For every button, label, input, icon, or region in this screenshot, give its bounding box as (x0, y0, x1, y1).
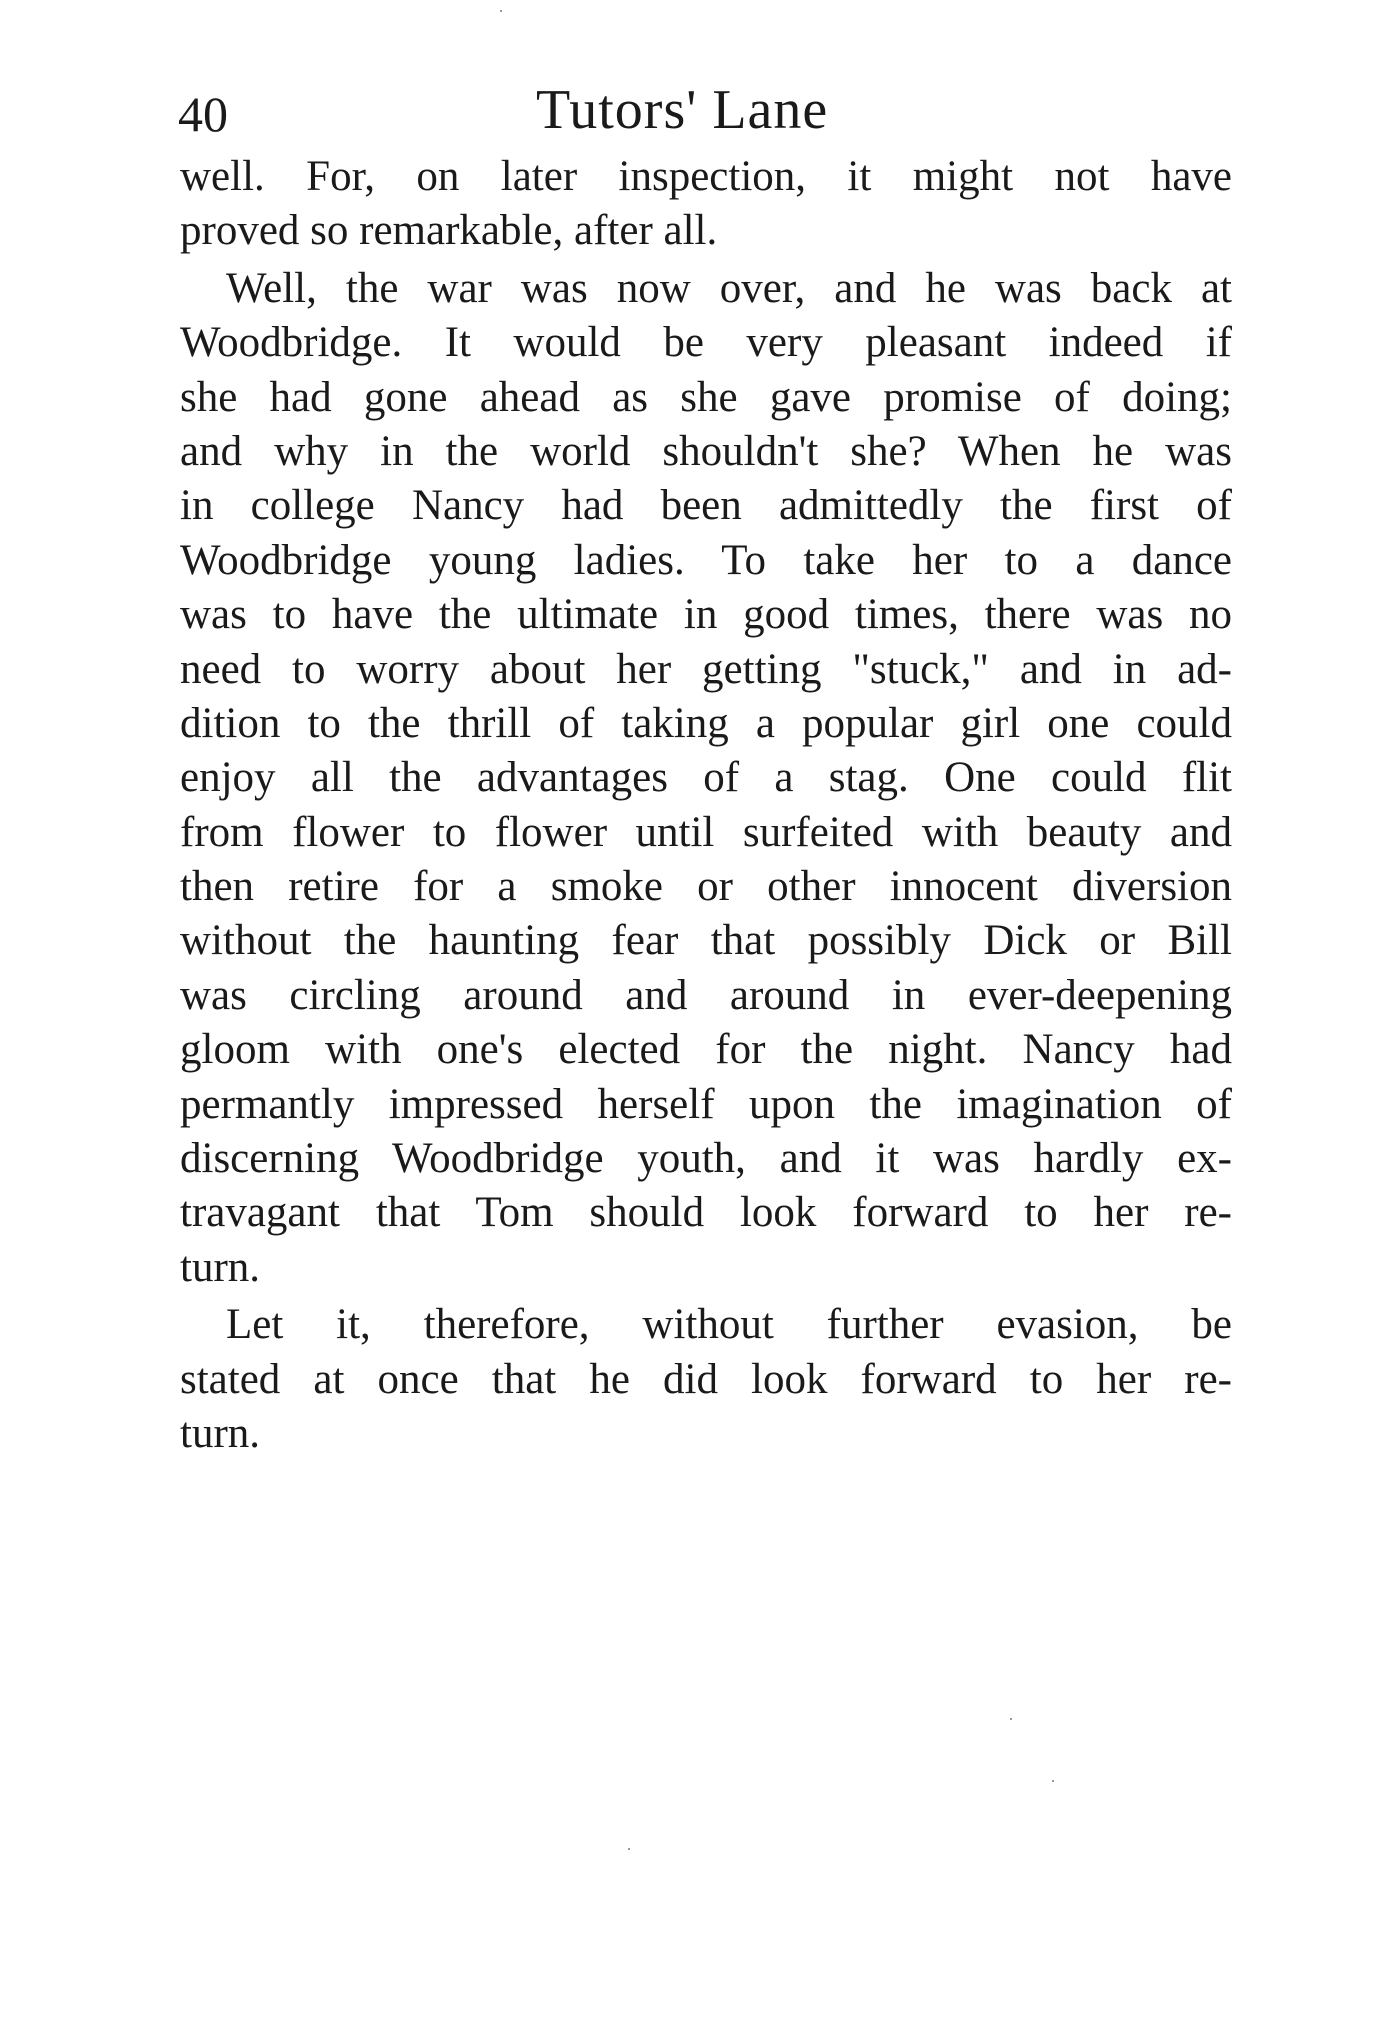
running-title: Tutors' Lane (536, 79, 829, 141)
text-line: and why in the world shouldn't she? When he was (180, 427, 1232, 475)
text-line: then retire for a smoke or other innocent diversion (180, 863, 1232, 911)
scan-speck (628, 1848, 630, 1850)
text-line: from flower to flower until surfeited with beauty and (180, 808, 1232, 856)
text-line: was to have the ultimate in good times, there was no (180, 591, 1232, 639)
text-line: dition to the thrill of taking a popular girl one could (180, 699, 1232, 747)
text-line: Let it, therefore, without further evasion, be (226, 1301, 1232, 1349)
scan-speck (1010, 1718, 1012, 1720)
page-number: 40 (178, 86, 228, 142)
text-line: permantly impressed herself upon the imagination of (180, 1080, 1232, 1128)
running-head (178, 78, 1238, 148)
text-line: gloom with one's elected for the night. Nancy had (180, 1026, 1232, 1074)
text-line: proved so remarkable, after all. (180, 207, 718, 255)
text-line: discerning Woodbridge youth, and it was hardly ex- (180, 1135, 1232, 1183)
body-text (180, 150, 1232, 1461)
text-line: was circling around and around in ever-deepening (180, 971, 1232, 1019)
text-line: Woodbridge young ladies. To take her to a dance (180, 536, 1232, 584)
text-line: Woodbridge. It would be very pleasant indeed if (180, 319, 1232, 367)
text-line: Well, the war was now over, and he was back at (226, 264, 1232, 312)
text-line: without the haunting fear that possibly Dick or Bill (180, 917, 1232, 965)
text-line: well. For, on later inspection, it might not have (180, 153, 1232, 200)
text-line: in college Nancy had been admittedly the first of (180, 482, 1232, 530)
text-line: stated at once that he did look forward to her re- (180, 1355, 1232, 1403)
text-line: she had gone ahead as she gave promise of doing; (180, 373, 1232, 421)
text-line: turn. (180, 1409, 261, 1457)
text-line: turn. (180, 1243, 261, 1291)
scan-speck (500, 10, 502, 12)
text-line: enjoy all the advantages of a stag. One could flit (180, 754, 1232, 802)
text-line: need to worry about her getting "stuck," and in ad- (180, 645, 1232, 693)
scan-speck (1052, 1780, 1054, 1782)
text-line: travagant that Tom should look forward to her re- (180, 1189, 1232, 1237)
